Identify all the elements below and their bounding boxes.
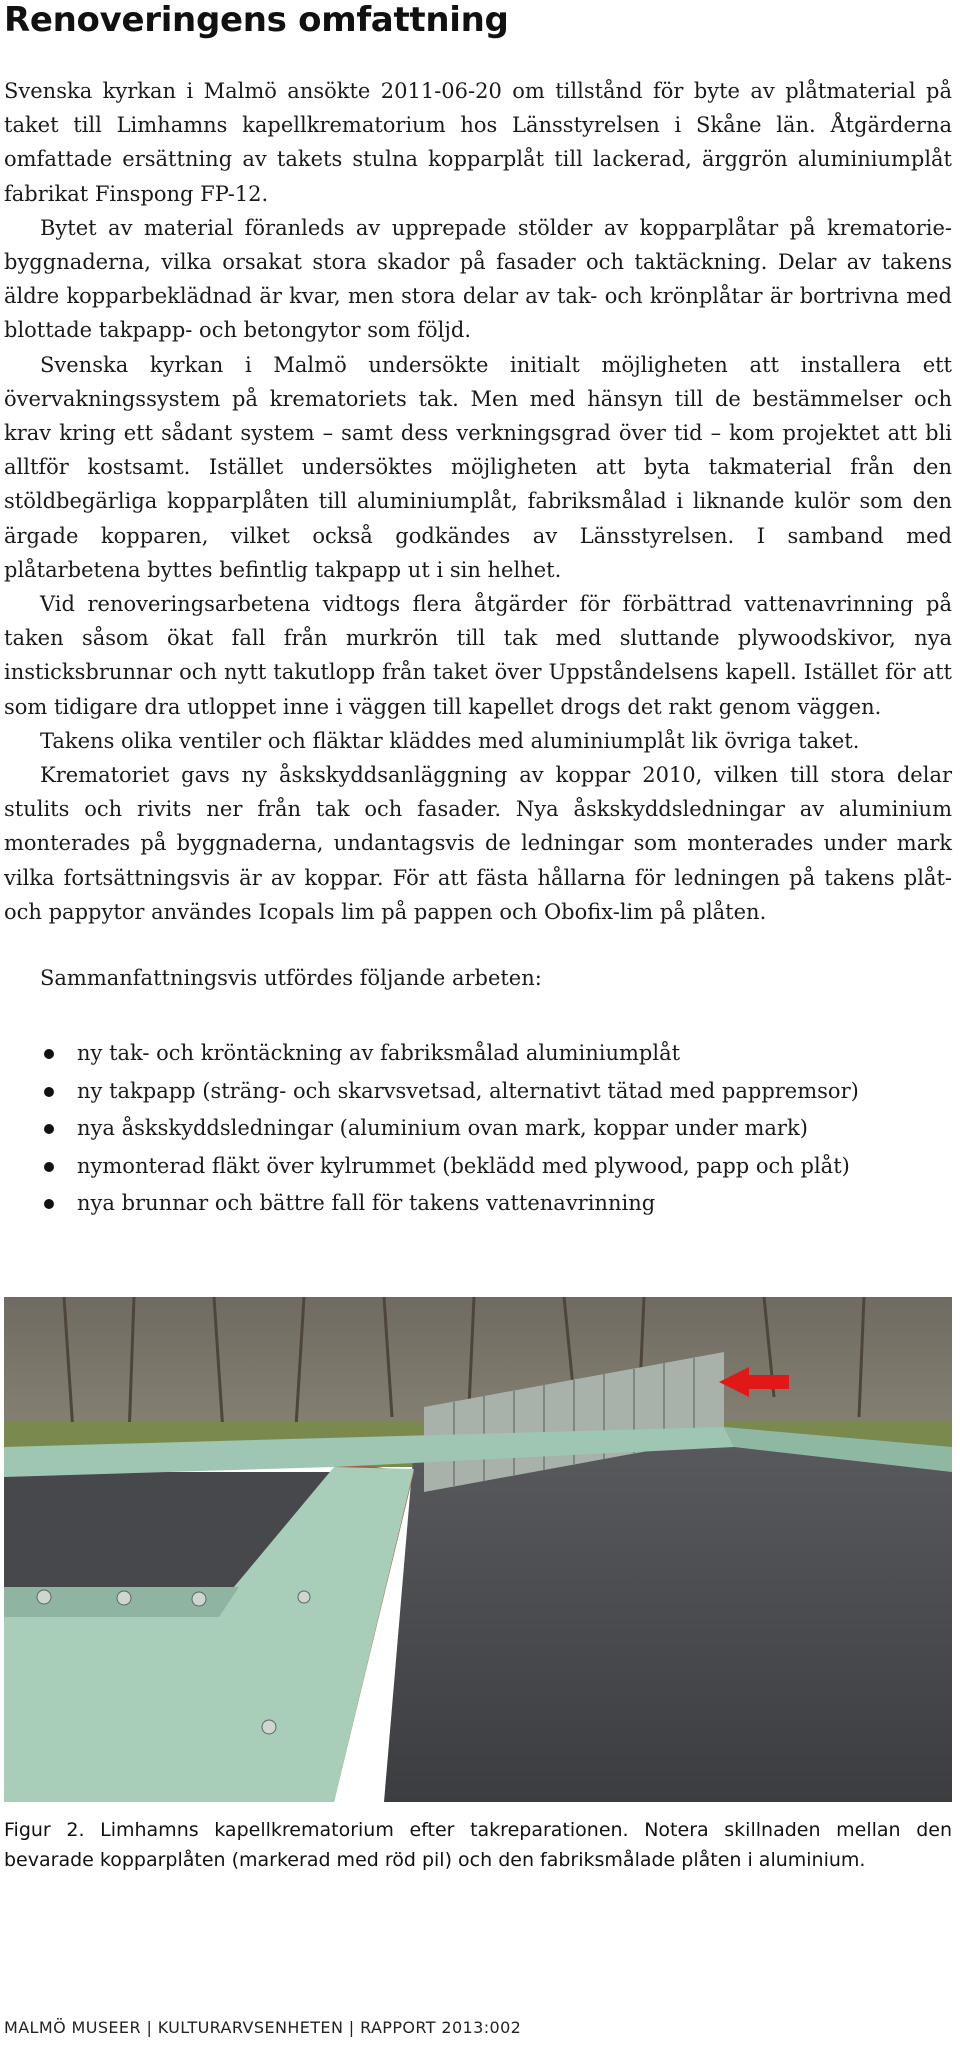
paragraph: Krematoriet gavs ny åskskyddsanläggning av koppar 2010, vilken till stora delar stulits och rivits ner från tak och fasader. Nya åskskyddsledningar av aluminium monterades på byggnaderna, undantagsvis de ledningar som monterades under mark vilka fortsättningsvis är av koppar. För att fästa hållarna för ledningen på takens plåt- och pappytor användes Icopals lim på pappen och Obofix-lim på plåten. [4,763,952,924]
page-footer: MALMÖ MUSEER | KULTURARVSENHETEN | RAPPORT 2013:002 [4,2018,522,2037]
roof-photo-illustration [4,1297,952,1802]
body-text [4,74,952,929]
page-heading: Renoveringens omfattning [4,0,509,40]
list-item: ny takpapp (sträng- och skarvsvetsad, alternativt tätad med pappremsor) [0,1076,859,1114]
paragraph: Bytet av material föranleds av upprepade stölder av kopparplåtar på krematoriebyggnaderna, vilka orsakat stora skador på fasader och taktäckning. Delar av takens äldre kopparbeklädnad är kvar, men stora delar av tak- och krönplåtar är bortrivna med blottade takpapp- och betongytor som följd. [4,215,952,343]
summary-intro: Sammanfattningsvis utfördes följande arbeten: [40,966,542,990]
roof-photo [4,1297,952,1802]
list-item: nya brunnar och bättre fall för takens vattenavrinning [0,1188,859,1226]
paragraph: Takens olika ventiler och fläktar kläddes med aluminiumplåt lik övriga taket. [40,728,860,753]
roof-felt-right [384,1447,952,1802]
list-item: nymonterad fläkt över kylrummet (beklädd med plywood, papp och plåt) [0,1151,859,1189]
paragraph: Vid renoveringsarbetena vidtogs flera åtgärder för förbättrad vattenavrinning på taken såsom ökat fall från murkrön till tak med sluttande plywoodskivor, nya insticksbrunnar och nytt takutlopp från taket över Uppståndelsens kapell. Istället för att som tidigare dra utloppet inne i väggen till kapellet drogs det rakt genom väggen. [4,592,952,719]
paragraph: Svenska kyrkan i Malmö ansökte 2011-06-20 om tillstånd för byte av plåtmaterial på taket till Limhamns kapellkrematorium hos Länsstyrelsen i Skåne län. Åtgärderna omfattade ersättning av takets stulna kopparplåt till lackerad, ärggrön aluminiumplåt fabrikat Finspong FP-12. [4,79,952,206]
list-item: ny tak- och kröntäckning av fabriksmålad aluminiumplåt [0,1038,859,1076]
figure-caption: Figur 2. Limhamns kapellkrematorium efter takreparationen. Notera skillnaden mellan den bevarade kopparplåten (markerad med röd pil) och den fabriksmålade plåten i aluminium. [4,1819,952,1871]
list-item: nya åskskyddsledningar (aluminium ovan mark, koppar under mark) [0,1113,859,1151]
work-list [0,1038,859,1226]
paragraph: Svenska kyrkan i Malmö undersökte initialt möjligheten att installera ett övervakningssystem på krematoriets tak. Men med hänsyn till de bestämmelser och krav kring ett sådant system – samt dess verkningsgrad över tid – kom projektet att bli alltför kostsamt. Istället undersöktes möjligheten att byta takmaterial från den stöldbegärliga kopparplåten till aluminiumplåt, fabriksmålad i liknande kulör som den ärgade kopparen, vilket också godkändes av Länsstyrelsen. I samband med plåtarbetena byttes befintlig takpapp ut i sin helhet. [4,352,952,582]
